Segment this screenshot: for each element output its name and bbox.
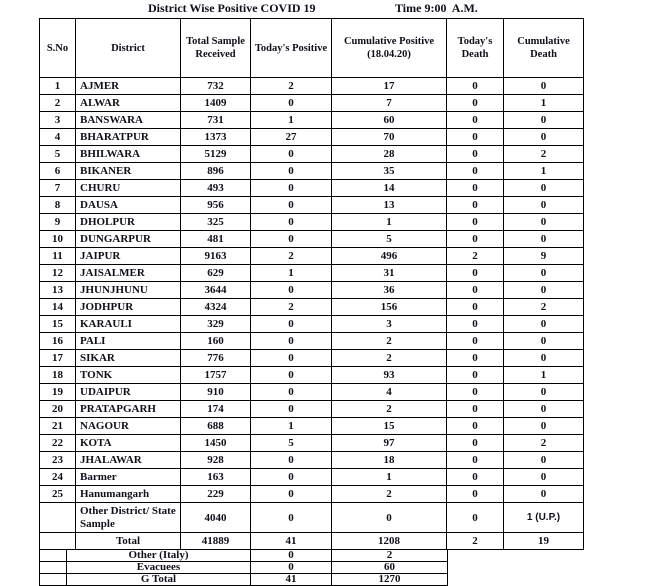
cell-sno: 22 [40,435,76,452]
cell-cumulative-positive: 2 [332,401,447,418]
cell-today-positive: 0 [251,282,332,299]
table-row [40,503,584,533]
cell-cumulative-positive: 13 [332,197,447,214]
cell-district: DHOLPUR [76,214,181,231]
cell-sample: 229 [181,486,251,503]
cell-district: BHILWARA [76,146,181,163]
cell-today-positive: 0 [251,95,332,112]
cell-district: BANSWARA [76,112,181,129]
footer-row [40,562,448,574]
cell-today-positive: 0 [251,469,332,486]
cell-cumulative-death: 0 [504,469,584,486]
cell-today-death: 0 [447,78,504,95]
cell-cumulative-death: 2 [504,299,584,316]
cell-cumulative-death: 0 [504,112,584,129]
cell-today-death: 0 [447,197,504,214]
col-header-todays-positive: Today's Positive [251,19,332,78]
cell-cumulative-positive: 2 [332,486,447,503]
cell-sample: 3644 [181,282,251,299]
cell-today-death: 0 [447,265,504,282]
table-row [40,129,584,146]
table-row [40,350,584,367]
table-row [40,486,584,503]
cell-district: CHURU [76,180,181,197]
cell-sample: 1409 [181,95,251,112]
cell-sno: 12 [40,265,76,282]
col-header-district: District [76,19,181,78]
cell-cumulative-death: 0 [504,401,584,418]
cell-today-death: 0 [447,401,504,418]
cell-cumulative-positive: 7 [332,95,447,112]
cell-district: Other District/ State Sample [76,503,181,533]
cell-today-death: 0 [447,112,504,129]
cell-sample: 481 [181,231,251,248]
cell-sno: 15 [40,316,76,333]
cell-today-positive: 5 [251,435,332,452]
cell-cumulative-death: 1 [504,163,584,180]
cell-cumulative-death: 0 [504,129,584,146]
cell-cumulative-positive: 15 [332,418,447,435]
cell-sample: 776 [181,350,251,367]
cell-sno: 9 [40,214,76,231]
cell-sample: 732 [181,78,251,95]
col-header-cumulative-death: Cumulative Death [504,19,584,78]
footer-rows [40,550,448,586]
table-row [40,78,584,95]
total-todays-positive: 41 [251,533,332,550]
cell-sno: 8 [40,197,76,214]
total-cumulative-positive: 1208 [332,533,447,550]
cell-today-positive: 27 [251,129,332,146]
cell-district: AJMER [76,78,181,95]
col-header-sno: S.No [40,19,76,78]
table-row [40,112,584,129]
cell-cumulative-positive: 4 [332,384,447,401]
cell-today-positive: 2 [251,248,332,265]
cell-sample: 160 [181,333,251,350]
cell-sno: 7 [40,180,76,197]
table-row [40,231,584,248]
cell-cumulative-positive: 60 [332,112,447,129]
time-label: Time 9:00 A.M. [395,1,478,15]
cell-cumulative-death: 2 [504,146,584,163]
cell-today-death: 0 [447,333,504,350]
cell-sample: 1757 [181,367,251,384]
cell-district: NAGOUR [76,418,181,435]
cell-sample: 1450 [181,435,251,452]
cell-cumulative-positive: 496 [332,248,447,265]
cell-cumulative-death: 0 [504,265,584,282]
cell-cumulative-positive: 2 [332,350,447,367]
cell-today-positive: 0 [251,486,332,503]
table-row [40,214,584,231]
cell-today-positive: 1 [251,265,332,282]
cell-sno: 17 [40,350,76,367]
cell-cumulative-death: 0 [504,350,584,367]
cell-sno: 6 [40,163,76,180]
cell-sno: 10 [40,231,76,248]
table-row [40,384,584,401]
table-row [40,265,584,282]
cell-today-positive: 0 [251,350,332,367]
cell-sample: 174 [181,401,251,418]
total-todays-death: 2 [447,533,504,550]
cell-cumulative-positive: 35 [332,163,447,180]
cell-cumulative-death: 0 [504,316,584,333]
cell-today-positive: 0 [251,503,332,533]
cell-cumulative-death: 0 [504,384,584,401]
cell-district: DUNGARPUR [76,231,181,248]
cell-district: Hanumangarh [76,486,181,503]
cell-district: JODHPUR [76,299,181,316]
table-row [40,435,584,452]
cell-sno: 1 [40,78,76,95]
cell-cumulative-positive: 31 [332,265,447,282]
footer-cumulative-positive: 60 [332,562,448,574]
cell-district: BHARATPUR [76,129,181,146]
col-header-todays-death: Today's Death [447,19,504,78]
cell-today-death: 0 [447,452,504,469]
cell-sno: 20 [40,401,76,418]
cell-today-death: 0 [447,95,504,112]
cell-today-positive: 1 [251,418,332,435]
cell-today-positive: 1 [251,112,332,129]
cell-cumulative-death: 0 [504,231,584,248]
footer-todays-positive: 0 [251,550,332,562]
table-row [40,452,584,469]
col-header-total-sample: Total Sample Received [181,19,251,78]
footer-cumulative-positive: 2 [332,550,448,562]
footer-todays-positive: 0 [251,562,332,574]
cell-cumulative-positive: 1 [332,214,447,231]
cell-today-death: 0 [447,350,504,367]
cell-sno: 14 [40,299,76,316]
cell-cumulative-death: 1 [504,367,584,384]
table-row [40,180,584,197]
table-row [40,95,584,112]
cell-sno: 5 [40,146,76,163]
table-row [40,316,584,333]
cell-sample: 956 [181,197,251,214]
cell-district: PRATAPGARH [76,401,181,418]
cell-today-positive: 2 [251,299,332,316]
cell-today-death: 0 [447,503,504,533]
cell-district: Barmer [76,469,181,486]
cell-cumulative-death: 0 [504,486,584,503]
cell-district: SIKAR [76,350,181,367]
cell-cumulative-death: 0 [504,78,584,95]
cell-cumulative-positive: 70 [332,129,447,146]
header-row [40,19,584,78]
cell-cumulative-death: 0 [504,333,584,350]
cell-cumulative-death: 0 [504,282,584,299]
cell-today-positive: 0 [251,401,332,418]
cell-cumulative-death: 0 [504,197,584,214]
cell-today-death: 0 [447,146,504,163]
cell-sample: 1373 [181,129,251,146]
cell-sno: 3 [40,112,76,129]
table-row [40,367,584,384]
cell-today-death: 0 [447,469,504,486]
cell-sno-empty [40,574,67,586]
cell-cumulative-positive: 36 [332,282,447,299]
cell-today-positive: 0 [251,180,332,197]
cell-cumulative-positive: 93 [332,367,447,384]
cell-today-positive: 0 [251,163,332,180]
cell-today-death: 0 [447,129,504,146]
cell-today-death: 0 [447,435,504,452]
cell-district: DAUSA [76,197,181,214]
cell-sno: 13 [40,282,76,299]
cell-today-death: 0 [447,231,504,248]
cell-sno: 23 [40,452,76,469]
cell-sample: 910 [181,384,251,401]
cell-today-death: 0 [447,299,504,316]
cell-sno-empty [40,533,76,550]
cell-sample: 163 [181,469,251,486]
cell-district: KOTA [76,435,181,452]
table-row [40,197,584,214]
cell-cumulative-positive: 0 [332,503,447,533]
cell-sno: 16 [40,333,76,350]
cell-cumulative-positive: 14 [332,180,447,197]
cell-sno: 4 [40,129,76,146]
cell-sample: 4324 [181,299,251,316]
cell-sno [40,503,76,533]
cell-cumulative-positive: 17 [332,78,447,95]
cell-district: JAISALMER [76,265,181,282]
cell-today-death: 0 [447,180,504,197]
table-row [40,469,584,486]
footer-label: Evacuees [67,562,251,574]
cell-sample: 896 [181,163,251,180]
cell-today-positive: 0 [251,384,332,401]
cell-sno: 2 [40,95,76,112]
footer-row [40,550,448,562]
cell-today-positive: 0 [251,197,332,214]
cell-today-death: 0 [447,367,504,384]
cell-today-positive: 0 [251,316,332,333]
cell-district: TONK [76,367,181,384]
cell-cumulative-death: 0 [504,418,584,435]
cell-cumulative-death: 0 [504,180,584,197]
total-label: Total [76,533,181,550]
cell-sno-empty [40,550,67,562]
cell-cumulative-death: 1 [504,95,584,112]
cell-today-positive: 0 [251,231,332,248]
cell-today-death: 0 [447,384,504,401]
covid-district-table [39,18,584,550]
cell-today-death: 0 [447,316,504,333]
page-title: District Wise Positive COVID 19 [148,1,316,15]
cell-sno: 25 [40,486,76,503]
total-cumulative-death: 19 [504,533,584,550]
cell-today-death: 2 [447,248,504,265]
cell-sample: 731 [181,112,251,129]
footer-label: Other (Italy) [67,550,251,562]
cell-cumulative-death: 0 [504,452,584,469]
cell-sample: 329 [181,316,251,333]
cell-cumulative-death: 2 [504,435,584,452]
cell-district: JAIPUR [76,248,181,265]
table-row [40,299,584,316]
cell-district: UDAIPUR [76,384,181,401]
cell-district: PALI [76,333,181,350]
cell-sample: 325 [181,214,251,231]
total-sample: 41889 [181,533,251,550]
cell-sno: 19 [40,384,76,401]
cell-cumulative-death: 1 (U.P.) [504,503,584,533]
col-header-cumulative-positive: Cumulative Positive (18.04.20) [332,19,447,78]
cell-sno: 21 [40,418,76,435]
table-row [40,146,584,163]
cell-cumulative-positive: 28 [332,146,447,163]
table-row [40,418,584,435]
table-row [40,282,584,299]
cell-sample: 688 [181,418,251,435]
cell-sno: 18 [40,367,76,384]
cell-cumulative-positive: 3 [332,316,447,333]
cell-sample: 4040 [181,503,251,533]
cell-today-positive: 0 [251,452,332,469]
cell-cumulative-positive: 97 [332,435,447,452]
cell-district: JHALAWAR [76,452,181,469]
cell-sample: 5129 [181,146,251,163]
cell-today-death: 0 [447,486,504,503]
cell-sample: 629 [181,265,251,282]
cell-sample: 928 [181,452,251,469]
cell-sno: 24 [40,469,76,486]
cell-today-death: 0 [447,163,504,180]
cell-today-positive: 0 [251,333,332,350]
cell-today-death: 0 [447,418,504,435]
cell-sno: 11 [40,248,76,265]
cell-cumulative-positive: 2 [332,333,447,350]
cell-today-death: 0 [447,214,504,231]
cell-today-death: 0 [447,282,504,299]
cell-district: ALWAR [76,95,181,112]
cell-today-positive: 2 [251,78,332,95]
cell-district: BIKANER [76,163,181,180]
cell-district: JHUNJHUNU [76,282,181,299]
cell-today-positive: 0 [251,367,332,384]
footer-label: G Total [67,574,251,586]
cell-sno-empty [40,562,67,574]
cell-cumulative-positive: 5 [332,231,447,248]
footer-todays-positive: 41 [251,574,332,586]
table-row [40,163,584,180]
table-row [40,333,584,350]
district-rows [40,78,584,533]
cell-cumulative-positive: 1 [332,469,447,486]
cell-district: KARAULI [76,316,181,333]
summary-footer-table [39,549,448,586]
cell-today-positive: 0 [251,146,332,163]
footer-cumulative-positive: 1270 [332,574,448,586]
cell-sample: 493 [181,180,251,197]
table-row [40,248,584,265]
table-row [40,401,584,418]
cell-cumulative-positive: 18 [332,452,447,469]
cell-cumulative-positive: 156 [332,299,447,316]
footer-row [40,574,448,586]
cell-cumulative-death: 9 [504,248,584,265]
cell-cumulative-death: 0 [504,214,584,231]
cell-sample: 9163 [181,248,251,265]
cell-today-positive: 0 [251,214,332,231]
total-row [40,533,584,550]
